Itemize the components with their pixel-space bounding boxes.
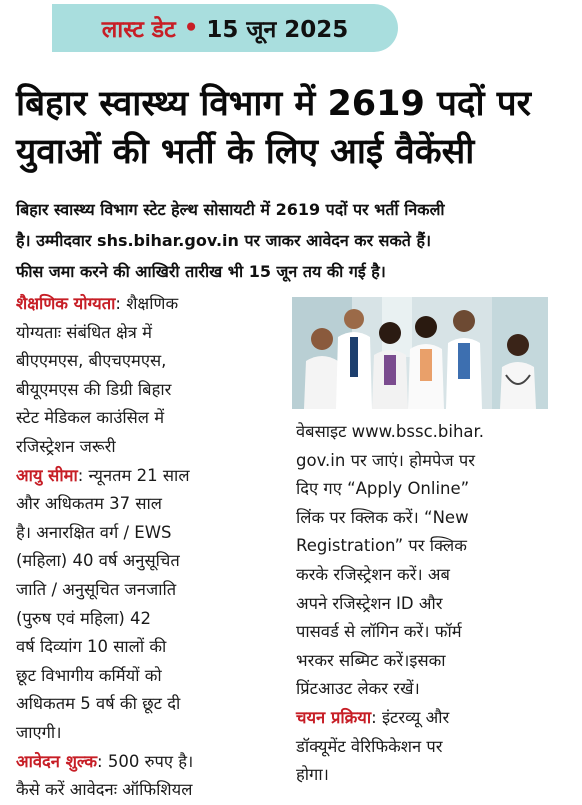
headline-line-2: युवाओं की भर्ती के लिए आई वैकेंसी <box>16 132 475 172</box>
age-section <box>16 462 288 748</box>
age-line: जाएगी। <box>16 722 62 742</box>
doctors-group-photo-icon <box>292 297 548 409</box>
age-line: छूट विभागीय कर्मियों को <box>16 665 162 685</box>
selection-line: डॉक्यूमेंट वेरिफिकेशन पर <box>296 736 443 756</box>
age-line: (पुरुष एवं महिला) 42 <box>16 608 152 628</box>
qualification-line: बीएएमएस, बीएचएमएस, <box>16 351 167 371</box>
fee-label: आवेदन शुल्क <box>16 751 98 771</box>
how-to-apply-line: पासवर्ड से लॉगिन करें। फॉर्म <box>296 622 462 642</box>
selection-line: होगा। <box>296 765 329 785</box>
how-to-apply-line: अपने रजिस्ट्रेशन ID और <box>296 593 443 613</box>
how-to-apply-line: gov.in पर जाएं। होमपेज पर <box>296 450 475 470</box>
how-to-apply-line: प्रिंटआउट लेकर रखें। <box>296 679 420 699</box>
age-line: वर्ष दिव्यांग 10 सालों की <box>16 637 167 657</box>
selection-label: चयन प्रक्रिया <box>296 707 372 727</box>
how-to-apply-line: Registration” पर क्लिक <box>296 536 467 556</box>
deadline-date: 15 जून 2025 <box>206 17 349 43</box>
how-to-apply-start: कैसे करें आवेदनः ऑफिशियल <box>16 780 193 800</box>
age-line: : न्यूनतम 21 साल <box>77 465 190 485</box>
how-to-apply-line: वेबसाइट www.bssc.bihar. <box>296 422 485 441</box>
qualification-line: स्टेट मेडिकल काउंसिल में <box>16 408 165 428</box>
qualification-line: : शैक्षणिक <box>115 294 179 313</box>
intro-paragraph <box>16 194 572 287</box>
right-column <box>296 418 568 790</box>
fee-section <box>16 748 288 777</box>
deadline-label: लास्ट डेट <box>101 17 176 43</box>
selection-section <box>296 704 568 790</box>
intro-line-1: बिहार स्वास्थ्य विभाग स्टेट हेल्थ सोसायटी में 2619 पदों पर भर्ती निकली <box>16 200 445 219</box>
how-to-apply-line: करके रजिस्ट्रेशन करें। अब <box>296 564 450 584</box>
age-line: जाति / अनुसूचित जनजाति <box>16 579 177 599</box>
bullet-dot-icon: • <box>183 15 199 41</box>
how-to-apply-section <box>296 418 568 704</box>
page-headline <box>16 80 572 176</box>
age-line: (महिला) 40 वर्ष अनुसूचित <box>16 551 180 571</box>
how-to-apply-line: भरकर सब्मिट करें।इसका <box>296 650 446 670</box>
age-label: आयु सीमा <box>16 465 78 485</box>
qualification-line: बीयूएमएस की डिग्री बिहार <box>16 379 172 399</box>
photo-illustration <box>292 297 548 409</box>
left-column <box>16 290 288 805</box>
age-line: और अधिकतम 37 साल <box>16 494 162 514</box>
qualification-section <box>16 290 288 462</box>
fee-text: : 500 रुपए है। <box>97 751 194 771</box>
qualification-label: शैक्षणिक योग्यता <box>16 294 116 313</box>
qualification-line: रजिस्ट्रेशन जरूरी <box>16 436 116 456</box>
age-line: है। अनारक्षित वर्ग / EWS <box>16 522 172 542</box>
headline-line-1: बिहार स्वास्थ्य विभाग में 2619 पदों पर <box>16 84 531 124</box>
age-line: अधिकतम 5 वर्ष की छूट दी <box>16 694 181 714</box>
intro-line-3: फीस जमा करने की आखिरी तारीख भी 15 जून तय की गई है। <box>16 262 386 281</box>
intro-line-2: है। उम्मीदवार shs.bihar.gov.in पर जाकर आवेदन कर सकते हैं। <box>16 231 432 250</box>
selection-line: : इंटरव्यू और <box>371 707 450 727</box>
how-to-apply-line: लिंक पर क्लिक करें। “New <box>296 507 469 527</box>
deadline-banner <box>52 4 398 52</box>
how-to-apply-line: दिए गए “Apply Online” <box>296 479 470 499</box>
qualification-line: योग्यताः संबंधित क्षेत्र में <box>16 322 153 342</box>
